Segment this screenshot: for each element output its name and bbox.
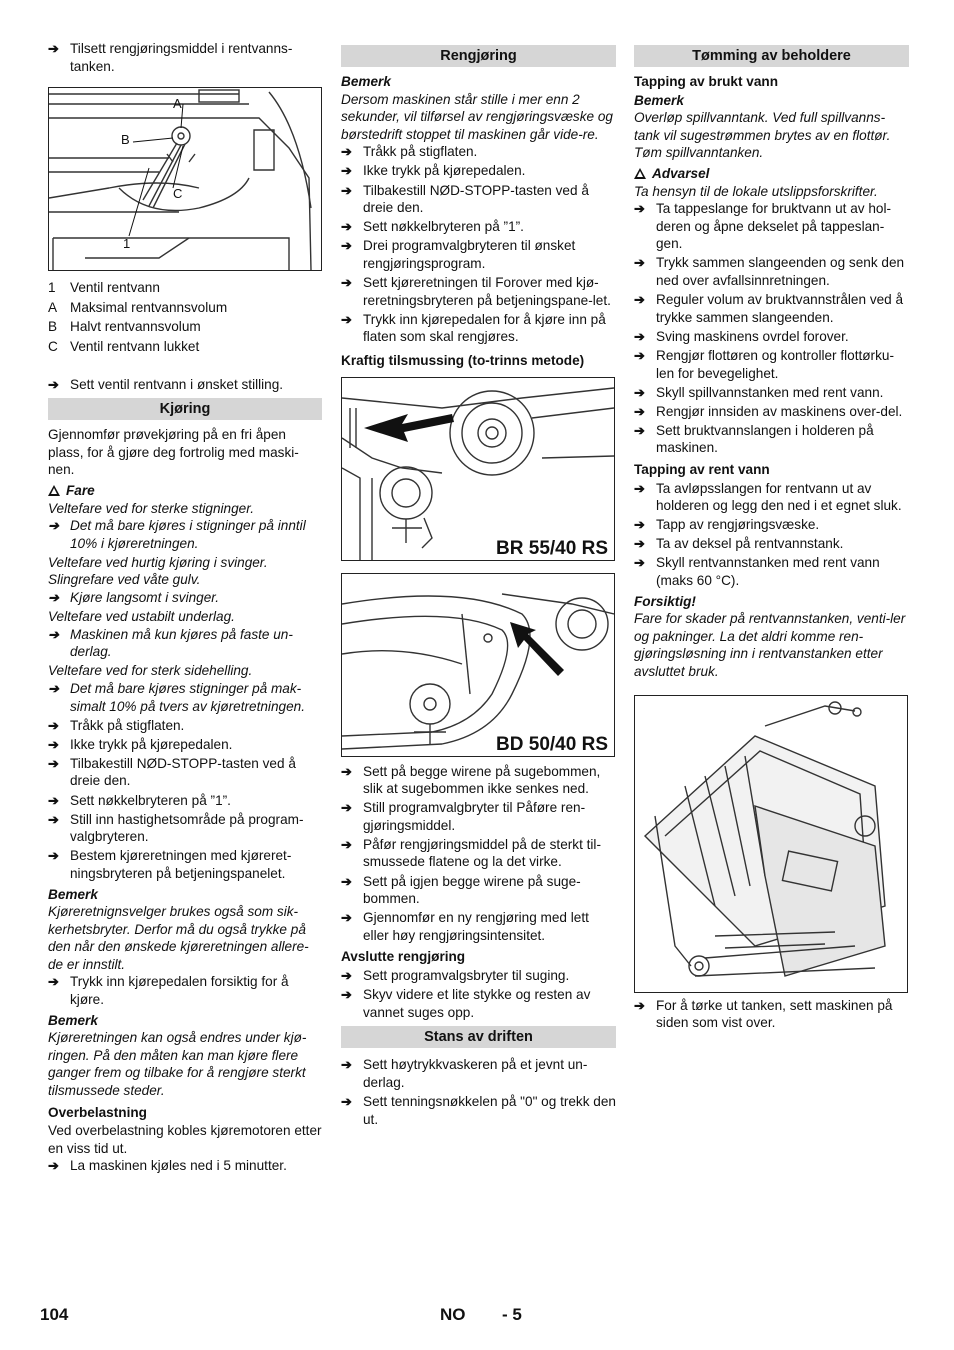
list-item: ➔ Skyll rentvannstanken med rent vann (maks 60 °C).	[634, 554, 909, 589]
list-item: ➔ La maskinen kjøles ned i 5 minutter.	[48, 1157, 322, 1175]
subheading-avslutte: Avslutte rengjøring	[341, 949, 466, 965]
steps-kraftig	[341, 763, 616, 945]
column-2	[341, 45, 616, 1130]
list-item: ➔ Sett på igjen begge wirene på suge-bommen.	[341, 873, 616, 908]
danger-step: ➔ Det må bare kjøres stigninger på mak-simalt 10% på tvers av kjøretretningen.	[48, 680, 322, 715]
list-item: ➔ Ikke trykk på kjørepedalen.	[48, 736, 322, 754]
warning-triangle-icon	[634, 168, 646, 179]
figure-legend	[48, 279, 322, 355]
column-1	[48, 40, 322, 1177]
danger-text: Veltefare ved ustabilt underlag.	[48, 609, 235, 625]
list-item: ➔ Still programvalgbryter til Påføre ren-gjøringsmiddel.	[341, 799, 616, 834]
list-item: ➔ Tråkk på stigflaten.	[341, 143, 616, 161]
danger-step: ➔ Maskinen må kun kjøres på faste un-derlag.	[48, 626, 322, 661]
figure-bd-50-40	[341, 573, 615, 757]
warning-label: Advarsel	[652, 165, 710, 181]
figure-clean-water-valve	[48, 87, 322, 271]
subheading-rent-vann: Tapping av rent vann	[634, 461, 770, 477]
legend-key: 1	[48, 280, 56, 296]
local-page-number: - 5	[502, 1305, 522, 1324]
legend-key: C	[48, 338, 58, 354]
danger-step: ➔ Kjøre langsomt i svinger.	[48, 589, 322, 607]
list-item: ➔ For å tørke ut tanken, sett maskinen på siden som vist over.	[634, 997, 909, 1032]
label-b: B	[121, 132, 130, 148]
arrow-up-left-icon	[510, 622, 564, 676]
column-3	[634, 45, 909, 1033]
label-c: C	[173, 186, 183, 202]
note-heading: Bemerk	[341, 74, 391, 89]
subheading-overbelastning: Overbelastning	[48, 1104, 147, 1120]
valve-illustration	[49, 88, 321, 270]
note-heading: Bemerk	[48, 886, 98, 902]
list-item: ➔ Trykk inn kjørepedalen for å kjøre inn på flaten som skal rengjøres.	[341, 311, 616, 346]
list-item: ➔ Bestem kjøreretningen med kjøreret-ningsbryteren på betjeningspanelet.	[48, 847, 322, 882]
list-item: ➔ Ta av deksel på rentvannstank.	[634, 535, 909, 553]
list-item: ➔ Påfør rengjøringsmiddel på de sterkt til-smussede flatene og la det virke.	[341, 836, 616, 871]
list-item: ➔ Sett nøkkelbryteren på ”1”.	[341, 218, 616, 236]
list-item: ➔ Gjennomfør en ny rengjøring med lett eller høy rengjøringsintensitet.	[341, 909, 616, 944]
caution-text: Fare for skader på rentvannstanken, venti-ler og pakninger. La det aldri komme ren-gjøringsløsning inn i rentvanstanken etter avsluttet bruk.	[634, 611, 906, 679]
danger-text: Veltefare ved hurtig kjøring i svinger. Slingrefare ved våte gulv.	[48, 554, 268, 588]
danger-heading	[48, 482, 322, 500]
list-item: ➔ Trykk inn kjørepedalen forsiktig for å kjøre.	[48, 973, 322, 1008]
legend-key: A	[48, 299, 58, 315]
subheading-brukt-vann: Tapping av brukt vann	[634, 74, 779, 89]
page-number: 104	[40, 1305, 69, 1324]
danger-text: Veltefare ved for sterke stigninger.	[48, 500, 255, 516]
list-item: ➔ Tapp av rengjøringsvæske.	[634, 516, 909, 534]
danger-label: Fare	[66, 482, 95, 498]
figure-machine-tilted	[634, 695, 908, 993]
list-item: ➔ Sett høytrykkvaskeren på et jevnt un-derlag.	[341, 1056, 616, 1091]
list-item: ➔ Ta avløpsslangen for rentvann ut av holderen og legg den ned i et egnet sluk.	[634, 480, 909, 515]
list-item: ➔ Sett på begge wirene på sugebommen, slik at sugebommen ikke senkes ned.	[341, 763, 616, 798]
legend-text: Maksimal rentvannsvolum	[70, 299, 228, 315]
model-label-br: BR 55/40 RS	[496, 537, 608, 559]
danger-text: Veltefare ved for sterk sidehelling.	[48, 663, 253, 679]
list-item: ➔ Tråkk på stigflaten.	[48, 717, 322, 735]
note-text: Dersom maskinen står stille i mer enn 2 sekunder, vil tilførsel av rengjøringsvæske og børstedrift stoppet til maskinen går vide-re.	[341, 91, 613, 142]
label-a: A	[173, 96, 182, 112]
warning-text: Ta hensyn til de lokale utslippsforskrifter.	[634, 183, 878, 199]
list-item: ➔ Trykk sammen slangeenden og senk den ned over avfallsinnretningen.	[634, 254, 909, 289]
note-heading: Bemerk	[48, 1012, 98, 1028]
list-item: ➔ Still inn hastighetsområde på program-valgbryteren.	[48, 811, 322, 846]
note-text: Kjøreretningen kan også endres under kjø-ringen. På den måten kan man kjøre flere ganger frem og tilbake for å rengjøre sterkt tilsmussede steder.	[48, 1030, 307, 1099]
list-item: ➔ Sett nøkkelbryteren på ”1”.	[48, 792, 322, 810]
arrow-left-icon	[364, 414, 454, 442]
list-item: ➔ Sving maskinens ovrdel forover.	[634, 328, 909, 346]
list-item: ➔ Rengjør flottøren og kontroller flottørku-len for bevegelighet.	[634, 347, 909, 382]
legend-text: Ventil rentvann	[70, 280, 160, 296]
list-item: ➔ Reguler volum av bruktvannstrålen ved å trykke sammen slangeenden.	[634, 291, 909, 326]
kjoring-intro: Gjennomfør prøvekjøring på en fri åpen plass, for å gjøre deg fortrolig med maski-nen.	[48, 427, 299, 478]
list-item: ➔ Skyv videre et lite stykke og resten av vannet suges opp.	[341, 986, 616, 1021]
section-title-rengjoring: Rengjøring	[341, 45, 616, 67]
legend-key: B	[48, 319, 58, 335]
list-item: ➔ Sett programvalgsbryter til suging.	[341, 967, 616, 985]
model-label-bd: BD 50/40 RS	[496, 733, 608, 755]
overbelastning-text: Ved overbelastning kobles kjøremotoren etter en viss tid ut.	[48, 1123, 322, 1156]
list-item: ➔ Tilbakestill NØD-STOPP-tasten ved å dreie den.	[341, 182, 616, 217]
section-title-stans: Stans av driften	[341, 1026, 616, 1048]
section-title-kjoring: Kjøring	[48, 398, 322, 420]
step-set-valve: ➔ Sett ventil rentvann i ønsket stilling.	[48, 376, 322, 394]
legend-text: Ventil rentvann lukket	[70, 338, 200, 354]
caution-heading: Forsiktig!	[634, 593, 696, 609]
bd-machine-illustration	[342, 574, 614, 756]
list-item: ➔ Drei programvalgbryteren til ønsket rengjøringsprogram.	[341, 237, 616, 272]
list-item: ➔ Ikke trykk på kjørepedalen.	[341, 162, 616, 180]
step-add-detergent: ➔ Tilsett rengjøringsmiddel i rentvanns-tanken.	[48, 40, 322, 75]
note-text: Overløp spillvanntank. Ved full spillvanns-tank vil sugestrømmen brytes av en flottør. Tøm spillvanntanken.	[634, 110, 891, 161]
legend-text: Halvt rentvannsvolum	[70, 319, 201, 335]
br-machine-illustration	[342, 378, 614, 560]
danger-step: ➔ Det må bare kjøres i stigninger på inntil 10% i kjøreretningen.	[48, 517, 322, 552]
label-1: 1	[123, 236, 131, 252]
list-item: ➔ Tilbakestill NØD-STOPP-tasten ved å dreie den.	[48, 755, 322, 790]
figure-br-55-40	[341, 377, 615, 561]
subheading-kraftig: Kraftig tilsmussing (to-trinns metode)	[341, 352, 585, 368]
warning-heading	[634, 165, 909, 183]
list-item: ➔ Skyll spillvannstanken med rent vann.	[634, 384, 909, 402]
note-text: Kjøreretnignsvelger brukes også som sik-kerhetsbryter. Derfor må du også trykke på den når den ønskede kjøreretningen allere-de er innstilt.	[48, 904, 309, 972]
list-item: ➔ Sett kjøreretningen til Forover med kjø-reretningsbryteren på betjeningspane-let.	[341, 274, 616, 309]
tilted-machine-illustration	[635, 696, 907, 992]
section-title-tomming: Tømming av beholdere	[634, 45, 909, 67]
list-item: ➔ Rengjør innsiden av maskinens over-del.	[634, 403, 909, 421]
warning-triangle-icon	[48, 485, 60, 496]
list-item: ➔ Sett tenningsnøkkelen på "0" og trekk den ut.	[341, 1093, 616, 1128]
language-code: NO	[440, 1305, 466, 1324]
list-item: ➔ Ta tappeslange for bruktvann ut av hol-deren og åpne dekselet på tappeslan-gen.	[634, 200, 909, 253]
note-heading: Bemerk	[634, 92, 684, 108]
page-footer	[0, 1306, 954, 1330]
list-item: ➔ Sett bruktvannslangen i holderen på maskinen.	[634, 422, 909, 457]
